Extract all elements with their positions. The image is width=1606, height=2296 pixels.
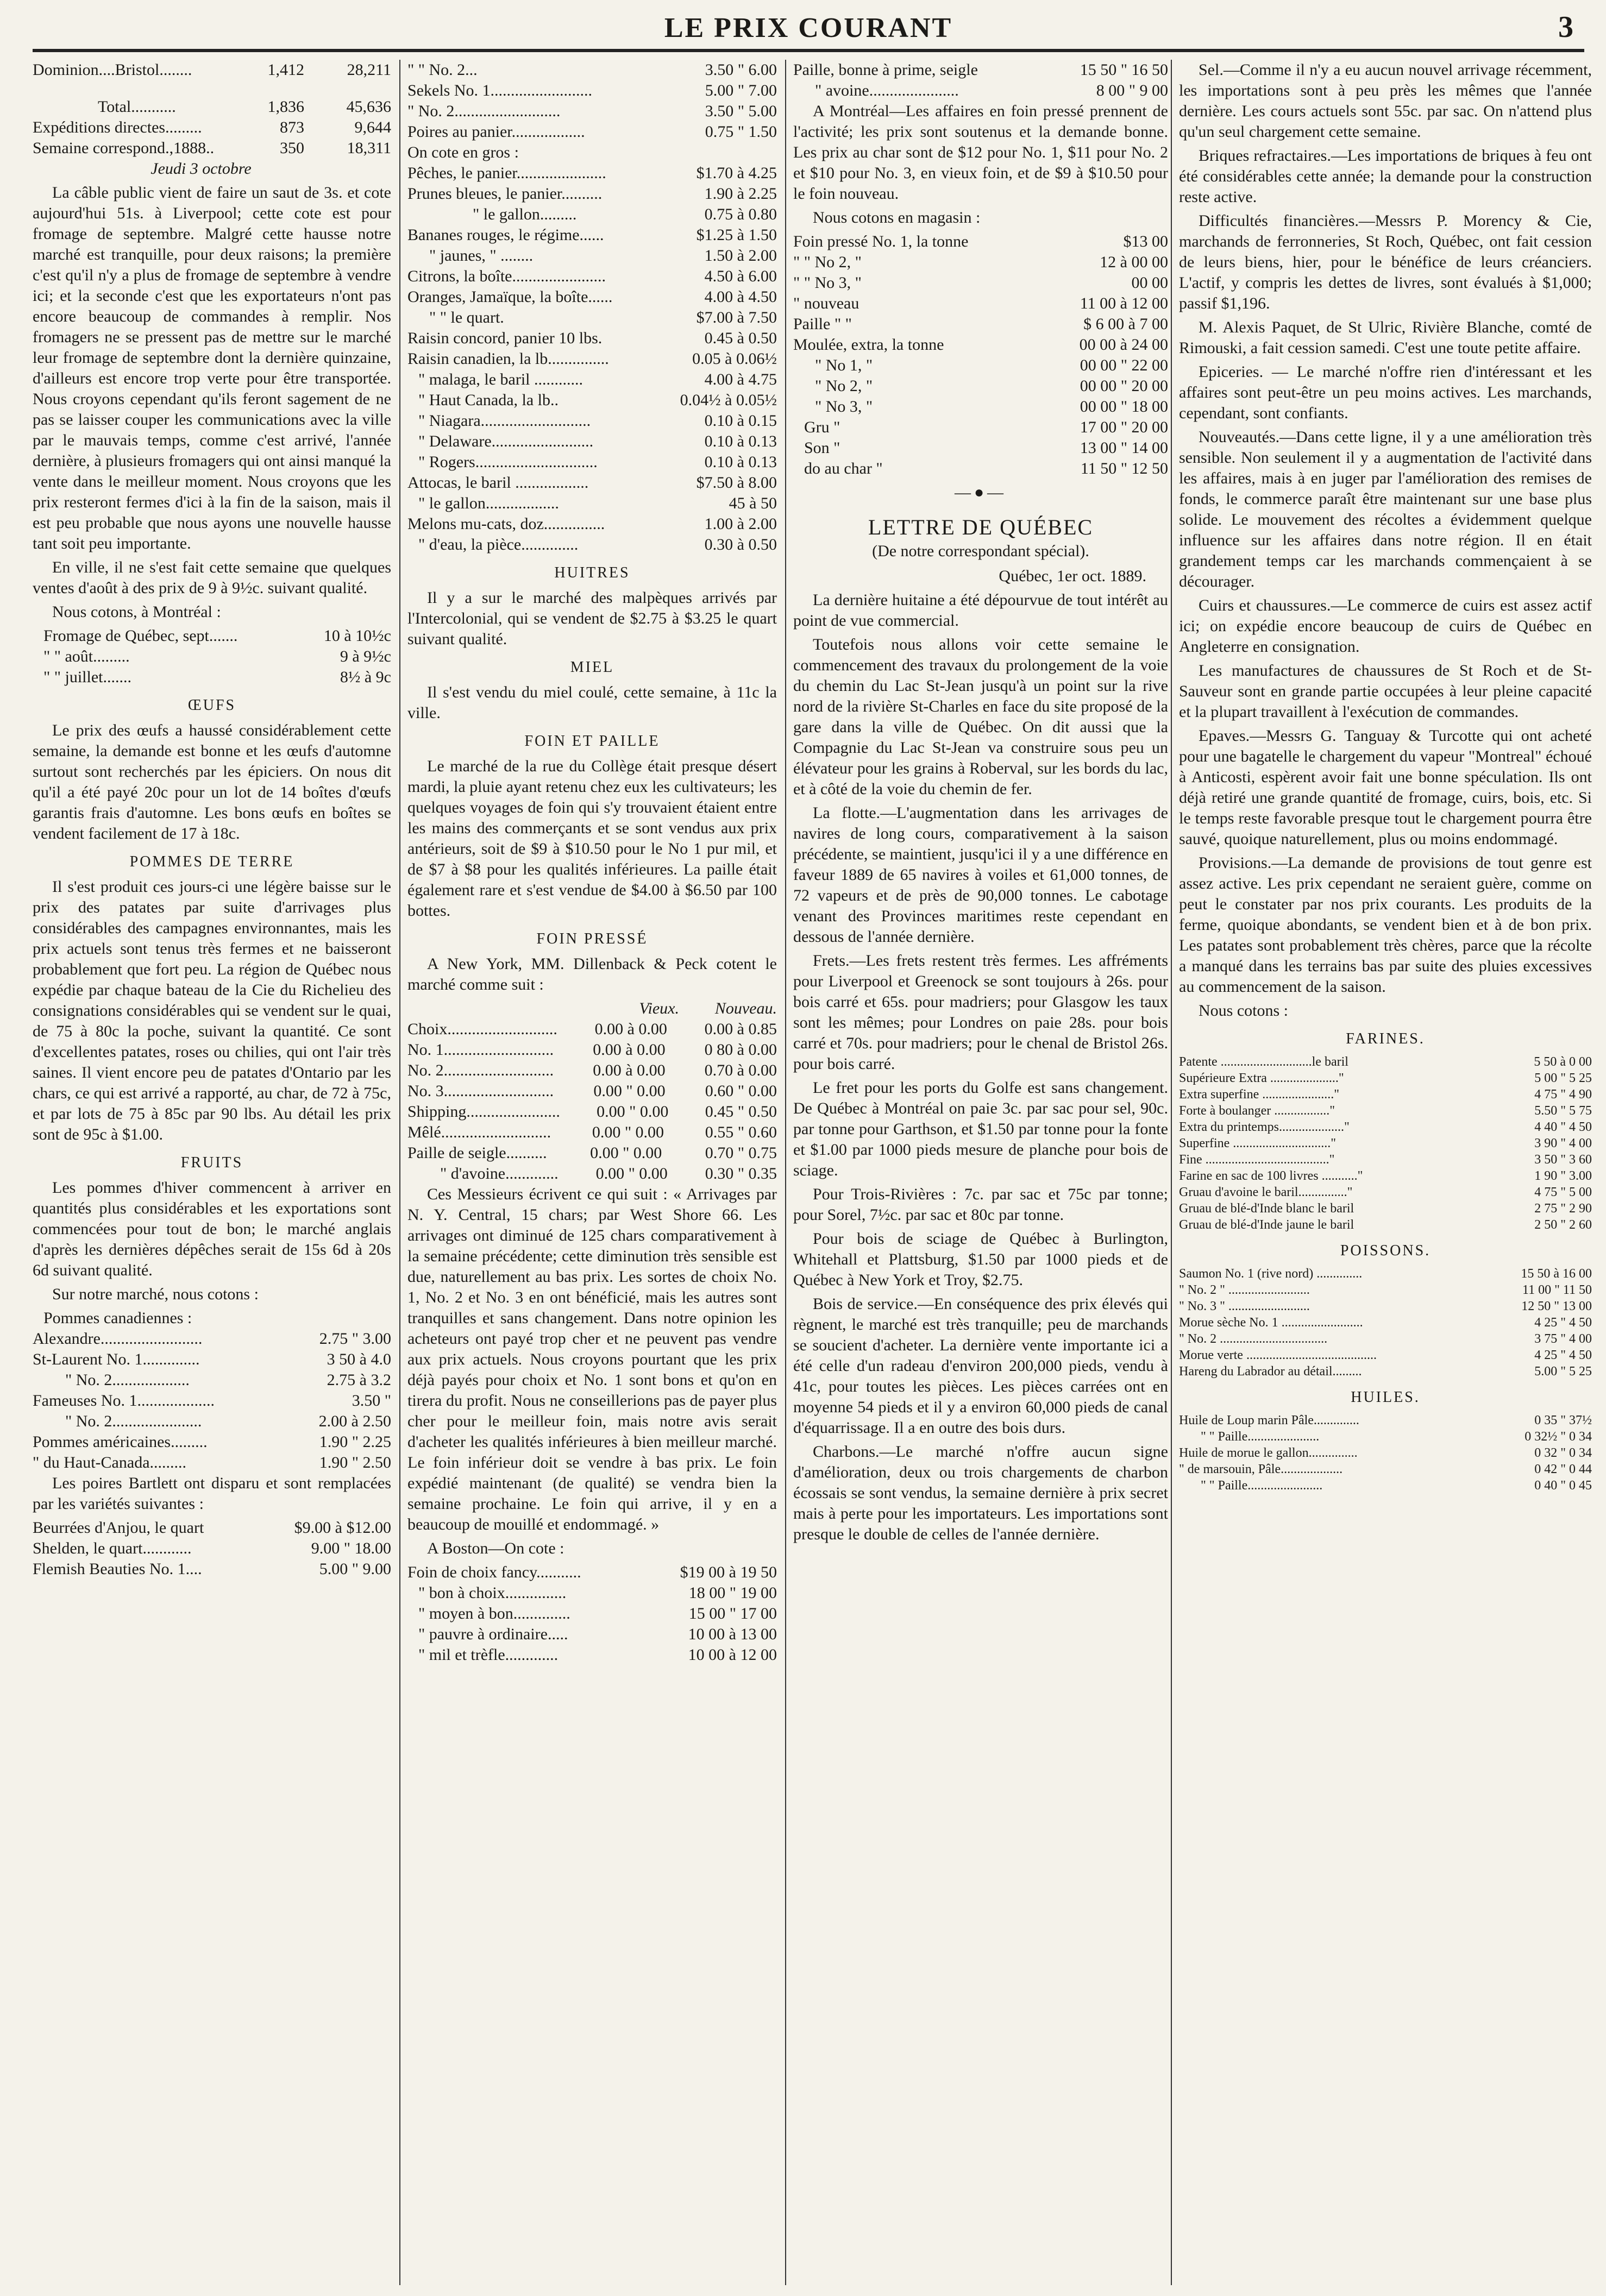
table-row: No. 2........................... 0.00 à 0.00 0.70 à 0.00 [407,1061,777,1079]
article-paragraph: Briques refractaires.—Les importations de briques à feu ont été considérables cette année; la demande pour la construction reste active. [1179,147,1592,206]
article-paragraph: En ville, il ne s'est fait cette semaine que quelques ventes d'août à des prix de 9 à 9½c. suivant qualité. [33,558,391,597]
list-item: " No. 2................... 2.75 à 3.2 [65,1371,391,1389]
list-item: Sekels No. 1......................... 5.00 " 7.00 [407,81,777,99]
list-item: Patente ............................le baril 5 50 à 0 00 [1179,1055,1592,1069]
list-item: Flemish Beauties No. 1.... 5.00 " 9.00 [33,1560,391,1578]
list-item: Morue sèche No. 1 ......................... 4 25 " 4 50 [1179,1316,1592,1330]
article-paragraph: Ces Messieurs écrivent ce qui suit : « Arrivages par N. Y. Central, 15 chars; par West Shore 66. Les arrivages ont diminué de 125 chars comparativement à la semaine précédente; cette diminution très sensible est due, naturellement au bas prix. Les sortes de choix No. 1, No. 2 et No. 3 en ont bénéficié, mais les autres sont tranquilles et sans changement. Dans notre opinion les acheteurs ont payé trop cher et ne peuvent pas vendre aux prix actuels. Nous croyons pourtant que les prix déjà payés pour choix et No. 1 sont bons et qu'on en tirera du profit. Nous ne conseillerions pas de payer plus cher pour le meilleur foin, mais notre avis serait d'acheter les qualités inférieures à bien meilleur marché. Le foin inférieur doit se vendre à bas prix. Le foin expédié maintenant (de qualité) se vendra bien la semaine prochaine. Le foin qui arrive, il y en a beaucoup de mouillé et endommagé. » [407,1185,777,1533]
list-item: Huile de Loup marin Pâle.............. 0 35 " 37½ [1179,1413,1592,1427]
article-paragraph: A Boston—On cote : [427,1539,564,1557]
column-2 [407,60,777,2285]
list-item: Son " 13 00 " 14 00 [804,439,1168,457]
list-item: " de marsouin, Pâle................... 0 42 " 0 44 [1179,1462,1592,1476]
section-heading: POMMES DE TERRE [129,853,294,870]
column-3 [793,60,1168,2285]
list-item: Forte à boulanger ................." 5.50 " 5 75 [1179,1104,1592,1118]
list-item: Oranges, Jamaïque, la boîte...... 4.00 à 4.50 [407,288,777,306]
list-item: Paille " " $ 6 00 à 7 00 [793,315,1168,333]
table-header: Vieux. Nouveau. [639,999,777,1017]
column-4 [1179,60,1592,2285]
list-item: Gruau de blé-d'Inde jaune le baril 2 50 " 2 60 [1179,1218,1592,1232]
list-item: Pommes américaines......... 1.90 " 2.25 [33,1433,391,1451]
article-paragraph: La dernière huitaine a été dépourvue de tout intérêt au point de vue commercial. [793,591,1168,630]
article-paragraph: La câble public vient de faire un saut de 3s. et cote aujourd'hui 51s. à Liverpool; cette cote est pour fromage de septembre. Malgré cette hausse notre marché est tranquille, pour deux raisons; la première c'est qu'il n'y a plus de fromage de septembre à vendre ici; et la seconde c'est que les exportateurs n'ont pas encore beaucoup de commandes à remplir. Nos fromagers ne se pressent pas de mettre sur le marché leur fromage de septembre dont la dernière quinzaine, d'ailleurs est encore trop verte pour être transportée. Nous croyons cependant qu'ils feront sagement de ne pas se laisser couper les communications avec la ville par le mauvais temps, comme c'est arrivé, l'année dernière, à plusieurs fromagers qui ont ainsi manqué la vente dans le meilleur moment. Nous croyons que les prix resteront fermes d'ici à la fin de la saison, mais il est peu probable que nous ayons une nouvelle hausse tant soit peu importante. [33,184,391,552]
list-item: " " No. 2... 3.50 " 6.00 [407,61,777,79]
list-item: " bon à choix............... 18 00 " 19 00 [418,1584,777,1602]
list-item: Gru " 17 00 " 20 00 [804,418,1168,436]
list-item: Citrons, la boîte....................... 4.50 à 6.00 [407,267,777,285]
list-title: On cote en gros : [407,143,519,161]
list-item: " " juillet....... 8½ à 9c [43,668,391,686]
article-paragraph: Le fret pour les ports du Golfe est sans changement. De Québec à Montréal on paie 3c. par sac pour sel, 90c. par tonne pour Garthson, et $1.50 par tonne pour la fonte et $1.00 par 1000 pieds mesure de planche pour bois de sciage. [793,1079,1168,1179]
article-paragraph: Epiceries. — Le marché n'offre rien d'intéressant et les affaires sont peut-être un peu moins actives. Les marchands, cependant, sont confiants. [1179,363,1592,422]
list-item: " malaga, le baril ............ 4.00 à 4.75 [418,370,777,388]
list-item: " No. 2.......................... 3.50 " 5.00 [407,102,777,120]
list-item: " " Paille....................... 0 40 " 0 45 [1201,1479,1592,1493]
list-item: " Delaware......................... 0.10 à 0.13 [418,432,777,450]
article-paragraph: Cuirs et chaussures.—Le commerce de cuirs est assez actif ici; on expédie encore beaucoup de cuirs de Québec en Angleterre en consignation. [1179,596,1592,656]
column-rule [399,60,400,2285]
table-row: No. 3........................... 0.00 " 0.00 0.60 " 0.00 [407,1082,777,1100]
list-item: " le gallon.................. 45 à 50 [418,494,777,512]
article-paragraph: A New York, MM. Dillenback & Peck cotent le marché comme suit : [407,955,777,993]
article-paragraph: Il s'est produit ces jours-ci une légère baisse sur le prix des patates par suite d'arrivages plus considérables des campagnes environnantes, mais les prix actuels sont tenus très fermes et ne baisseront probablement que fort peu. La région de Québec nous expédie par chaque bateau de la Cie du Richelieu des consignations considérables qui se vendent sur le quai, de 75 à 80c la poche, suivant la quantité. Ce sont d'excellentes patates, roses ou chilies, qui ont l'air très saines. Il vient encore peu de patates d'Ontario par les chars, ce qui est arrivé a rapporté, au char, de 72 à 75c, et par lots de 75 à 85c par 90 lbs. Au détail les prix sont de 95c à $1.00. [33,878,391,1143]
table-row: Semaine correspond.,1888.. 350 18,311 [33,139,391,157]
list-item: " moyen à bon.............. 15 00 " 17 00 [418,1605,777,1622]
fruit-price-list [407,60,777,142]
list-item: Farine en sac de 100 livres ..........." 1 90 " 3.00 [1179,1169,1592,1183]
list-item: " du Haut-Canada......... 1.90 " 2.50 [33,1454,391,1471]
table-row: Choix........................... 0.00 à 0.00 0.00 à 0.85 [407,1020,777,1038]
list-item: Bananes rouges, le régime...... $1.25 à 1.50 [407,226,777,244]
section-heading: MIEL [570,659,614,676]
article-paragraph: Epaves.—Messrs G. Tanguay & Turcotte qui ont acheté pour une bagatelle le chargement du vapeur "Montreal" échoué à Anticosti, espèrent avoir fait une bonne spéculation. Ils ont déjà retiré une grande quantité de fromage, cuirs, bois, etc. Si le temps reste favorable presque tout le chargement pourra être sauvé, quoique naturellement, plus ou moins endommagé. [1179,727,1592,848]
article-paragraph: Les poires Bartlett ont disparu et sont remplacées par les variétés suivantes : [33,1474,391,1513]
list-item: " No 2, " 00 00 " 20 00 [815,377,1168,395]
list-item: Alexandre......................... 2.75 " 3.00 [33,1330,391,1348]
apple-price-list [33,1329,391,1473]
section-heading: FRUITS [180,1154,243,1171]
fish-price-list [1179,1266,1592,1380]
pressed-hay-table [407,998,777,1184]
flour-price-list [1179,1054,1592,1233]
list-item: " No 3, " 00 00 " 18 00 [815,398,1168,416]
list-item: " No. 2...................... 2.00 à 2.50 [65,1412,391,1430]
list-item: " Haut Canada, la lb.. 0.04½ à 0.05½ [418,391,777,409]
column-rule [1171,60,1172,2285]
list-item: " " No 3, " 00 00 [793,274,1168,292]
straw-price-list [793,60,1168,101]
article-paragraph: Toutefois nous allons voir cette semaine le commencement des travaux du prolongement de la voie du chemin du Lac St-Jean jusqu'à un point sur la rive nord de la rivière St-Charles en face du site proposé de la gare dans la ville de Québec. On dit aussi que la Compagnie du Lac St-Jean va construire sous peu un élévateur pour les grains à Roberval, sur les bords du lac, et à côté de la voie du chemin de fer. [793,636,1168,798]
list-item: Hareng du Labrador au détail......... 5.00 " 5 25 [1179,1364,1592,1379]
table-row: Total........... 1,836 45,636 [98,98,391,116]
table-row: " d'avoine............. 0.00 " 0.00 0.30 " 0.35 [440,1165,777,1182]
list-item: " jaunes, " ........ 1.50 à 2.00 [429,247,777,265]
article-paragraph: Bois de service.—En conséquence des prix élevés qui règnent, le marché est très tranquille; peu de marchands se soucient d'acheter. La dernière vente importante ici a été celle d'un radeau d'environ 200,000 pieds, vendu à 41c, pour toutes les pièces. Les pièces carrées ont en moyenne 54 pieds et il y a environ 60,000 pieds de canal d'équarrissage. Il a en outre des bois durs. [793,1295,1168,1437]
article-paragraph: Nous cotons en magasin : [813,209,981,227]
list-item: " " le quart. $7.00 à 7.50 [429,309,777,326]
article-paragraph: Il s'est vendu du miel coulé, cette semaine, à 11c la ville. [407,683,777,722]
list-item: Fameuses No. 1................... 3.50 " [33,1392,391,1410]
article-paragraph: Provisions.—La demande de provisions de tout genre est assez active. Les prix cependant ne seraient guère, comme on peut le constater par nos prix courants. Les produits de la ferme, quoique abondants, se vendent bien et à de bon prix. Les patates sont probablement très chères, parce que la récolte a manqué dans les terrains bas par suite des pluies excessives au commencement de la saison. [1179,854,1592,996]
list-item: Melons mu-cats, doz............... 1.00 à 2.00 [407,515,777,533]
list-item: Shelden, le quart............ 9.00 " 18.00 [33,1539,391,1557]
section-heading: FOIN ET PAILLE [524,733,660,750]
table-row: Expéditions directes......... 873 9,644 [33,118,391,136]
table-row: Paille de seigle.......... 0.00 " 0.00 0.70 " 0.75 [407,1144,777,1162]
table-row: Shipping....................... 0.00 " 0.00 0.45 " 0.50 [407,1103,777,1121]
column-1 [33,60,391,2285]
list-item: " Rogers.............................. 0.10 à 0.13 [418,453,777,471]
list-item: Morue verte ........................................ 4 25 " 4 50 [1179,1348,1592,1362]
list-item: " No. 2 " ......................... 11 00 " 11 50 [1179,1283,1592,1297]
list-item: Pêches, le panier...................... $1.70 à 4.25 [407,164,777,182]
article-paragraph: Pour Trois-Rivières : 7c. par sac et 75c par tonne; pour Sorel, 7½c. par sac et 80c par tonne. [793,1185,1168,1224]
boston-hay-list [407,1562,777,1665]
cheese-price-list [33,626,391,688]
list-item: Moulée, extra, la tonne 00 00 à 24 00 [793,336,1168,354]
list-item: Foin pressé No. 1, la tonne $13 00 [793,232,1168,250]
list-item: " pauvre à ordinaire..... 10 00 à 13 00 [418,1625,777,1643]
oil-price-list [1179,1412,1592,1494]
wholesale-fruit-list [407,163,777,555]
list-item: " " Paille...................... 0 32½ " 0 34 [1201,1430,1592,1444]
list-item: " No. 3 " ......................... 12 50 " 13 00 [1179,1299,1592,1313]
section-heading: ŒUFS [187,697,236,714]
section-heading: FOIN PRESSÉ [536,930,648,947]
list-item: Foin de choix fancy........... $19 00 à 19 50 [407,1563,777,1581]
list-item: do au char " 11 50 " 12 50 [804,460,1168,477]
section-heading: HUITRES [554,564,630,581]
list-item: Superfine .............................." 3 90 " 4 00 [1179,1136,1592,1150]
table-row: Dominion....Bristol........ 1,412 28,211 [33,61,391,79]
list-item: " avoine...................... 8 00 " 9 00 [815,81,1168,99]
list-item: Raisin canadien, la lb............... 0.05 à 0.06½ [407,350,777,368]
list-item: St-Laurent No. 1.............. 3 50 à 4.0 [33,1350,391,1368]
article-paragraph: M. Alexis Paquet, de St Ulric, Rivière Blanche, comté de Rimouski, a fait cession samedi. C'est une toute petite affaire. [1179,318,1592,357]
list-item: " le gallon......... 0.75 à 0.80 [473,205,777,223]
list-item: Paille, bonne à prime, seigle 15 50 " 16 50 [793,61,1168,79]
article-paragraph: Nouveautés.—Dans cette ligne, il y a une amélioration très sensible. Non seulement il y a augmentation de l'activité dans les affaires, mais à en juger par l'amélioration des remises de fonds, le commerce paraît être maintenant sur une base plus solide. Le mouvement des récoltes a évidemment quelque influence sur les affaires dans notre région. Il en était grandement temps car les marchands commençaient à se décourager. [1179,428,1592,590]
article-paragraph: Le prix des œufs a haussé considérablement cette semaine, la demande est bonne et les œufs d'automne surtout sont recherchés par les épiciers. On nous dit qu'il a été payé 20c pour un lot de 14 boîtes d'œufs garantis frais d'automne. Les bons œufs en boîtes se vendent facilement de 17 à 18c. [33,721,391,842]
list-item: " nouveau 11 00 à 12 00 [793,294,1168,312]
masthead-title: LE PRIX COURANT [664,12,953,43]
section-heading: POISSONS. [1340,1242,1431,1259]
article-paragraph: Les pommes d'hiver commencent à arriver en quantités plus considérables et les exportations sont commencées pour tout de bon; le marché anglais d'après les dernières dépêches serait de 15s 6d à 20s 6d suivant qualité. [33,1179,391,1279]
shipment-stats-table [33,60,391,159]
section-heading: FARINES. [1346,1030,1425,1047]
list-item: Beurrées d'Anjou, le quart $9.00 à $12.00 [33,1519,391,1537]
article-paragraph: Il y a sur le marché des malpèques arrivés par l'Intercolonial, qui se vendent de $2.75 à $3.25 le quart suivant qualité. [407,589,777,648]
dateline: Québec, 1er oct. 1889. [999,567,1146,585]
page-header [33,10,1584,52]
table-row: No. 1........................... 0.00 à 0.00 0 80 à 0.00 [407,1041,777,1059]
article-headline: LETTRE DE QUÉBEC [868,515,1094,539]
article-paragraph: Sel.—Comme il n'y a eu aucun nouvel arrivage récemment, les importations sont à peu près les mêmes que l'année dernière. Les cours actuels sont 55c. par sac. On n'attend plus qu'un seul chargement cette semaine. [1179,61,1592,141]
list-item: Attocas, le baril .................. $7.50 à 8.00 [407,474,777,492]
page-number: 3 [1558,10,1573,44]
article-paragraph: Sur notre marché, nous cotons : [52,1285,259,1303]
article-paragraph: Pour bois de sciage de Québec à Burlington, Whitehall et Plattsburg, $1.50 par 1000 pieds et de Québec à New York et Troy, $2.75. [793,1230,1168,1289]
article-subheading: (De notre correspondant spécial). [872,542,1089,560]
section-heading: HUILES. [1351,1389,1420,1406]
column-rule [785,60,786,2285]
article-paragraph: Les manufactures de chaussures de St Roch et de St-Sauveur sont en grande partie occupées à leur pleine capacité et la plupart travaillent à l'exécution de commandes. [1179,662,1592,721]
article-paragraph: Le marché de la rue du Collège était presque désert mardi, la pluie ayant retenu chez eux les cultivateurs; les quelques voyages de foin qui s'y trouvaient étaient entre les mains des commerçants et se sont vendus aux prix antérieurs, soit de $9 à $10.50 pour le No 1 pur mil, et de $7 à $8 pour les qualités inférieures. La paille était également rare et s'est vendue de $4.00 à $6.50 par 100 bottes. [407,757,777,920]
list-item: " d'eau, la pièce.............. 0.30 à 0.50 [418,536,777,553]
article-paragraph: Difficultés financières.—Messrs P. Morency & Cie, marchands de ferronneries, St Roch, Québec, ont fait cession de leurs biens, hier, pour le bénéfice de leurs créanciers. L'actif, y compris les dettes de livres, sont évalués à $1,000; passif $1,196. [1179,212,1592,312]
warehouse-price-list [793,231,1168,479]
list-item: " No. 2 ................................. 3 75 " 4 00 [1179,1332,1592,1346]
article-paragraph: Nous cotons, à Montréal : [52,603,221,621]
article-paragraph: A Montréal—Les affaires en foin pressé prennent de l'activité; les prix sont soutenus et la demande bonne. Les prix au char sont de $12 pour No. 1, $11 pour No. 2 et $10 pour No. 3, en vieux foin, et de $9 à $10.50 pour le foin nouveau. [793,102,1168,203]
list-item: " " No 2, " 12 à 00 00 [793,253,1168,271]
list-item: Huile de morue le gallon............... 0 32 " 0 34 [1179,1446,1592,1460]
list-item: Gruau de blé-d'Inde blanc le baril 2 75 " 2 90 [1179,1202,1592,1216]
list-item: " No 1, " 00 00 " 22 00 [815,356,1168,374]
article-paragraph: La flotte.—L'augmentation dans les arrivages de navires de long cours, comparativement à la saison précédente, se maintient, jusqu'ici il y a une différence en faveur 1889 de 65 navires à voiles et 61,000 tonnes, de 72 vapeurs et de près de 90,000 tonnes. Le cabotage venant des Provinces maritimes reste cependant en dessous de l'année dernière. [793,804,1168,946]
pear-price-list [33,1518,391,1580]
list-item: Poires au panier.................. 0.75 " 1.50 [407,123,777,141]
list-item: Extra superfine ......................" 4 75 " 4 90 [1179,1087,1592,1102]
list-item: Fine ......................................" 3 50 " 3 60 [1179,1153,1592,1167]
list-item: Gruau d'avoine le baril..............." 4 75 " 5 00 [1179,1185,1592,1199]
list-item: " Niagara........................... 0.10 à 0.15 [418,412,777,430]
list-title: Pommes canadiennes : [43,1309,192,1327]
list-item: Prunes bleues, le panier.......... 1.90 à 2.25 [407,185,777,203]
dateline: Jeudi 3 octobre [150,160,252,178]
list-item: Saumon No. 1 (rive nord) .............. 15 50 à 16 00 [1179,1267,1592,1281]
list-item: Supérieure Extra ....................." 5 00 " 5 25 [1179,1071,1592,1085]
article-paragraph: Frets.—Les frets restent très fermes. Les affréments pour Liverpool et Greenock se sont toujours à 26s. pour bois carré et 65s. pour madriers; pour Glasgow les taux sont les mêmes; pour Londres on paie 28s. pour bois carré et 70s. pour madriers; pour le chenal de Bristol 26s. pour bois carré. [793,952,1168,1073]
article-paragraph: Nous cotons : [1199,1002,1288,1020]
list-item: " " août......... 9 à 9½c [43,647,391,665]
list-item: Raisin concord, panier 10 lbs. 0.45 à 0.50 [407,329,777,347]
list-item: " mil et trèfle............. 10 00 à 12 00 [418,1646,777,1664]
table-row: Mêlé........................... 0.00 " 0.00 0.55 " 0.60 [407,1123,777,1141]
list-item: Extra du printemps...................." 4 40 " 4 50 [1179,1120,1592,1134]
article-paragraph: Charbons.—Le marché n'offre aucun signe d'amélioration, deux ou trois chargements de charbon écossais se sont vendus, la semaine dernière à prix secret mais à perte pour les importateurs. Les importations sont presque le double de celles de l'année dernière. [793,1443,1168,1543]
list-item: Fromage de Québec, sept....... 10 à 10½c [43,627,391,645]
ornament-divider: —●— [954,483,1007,501]
